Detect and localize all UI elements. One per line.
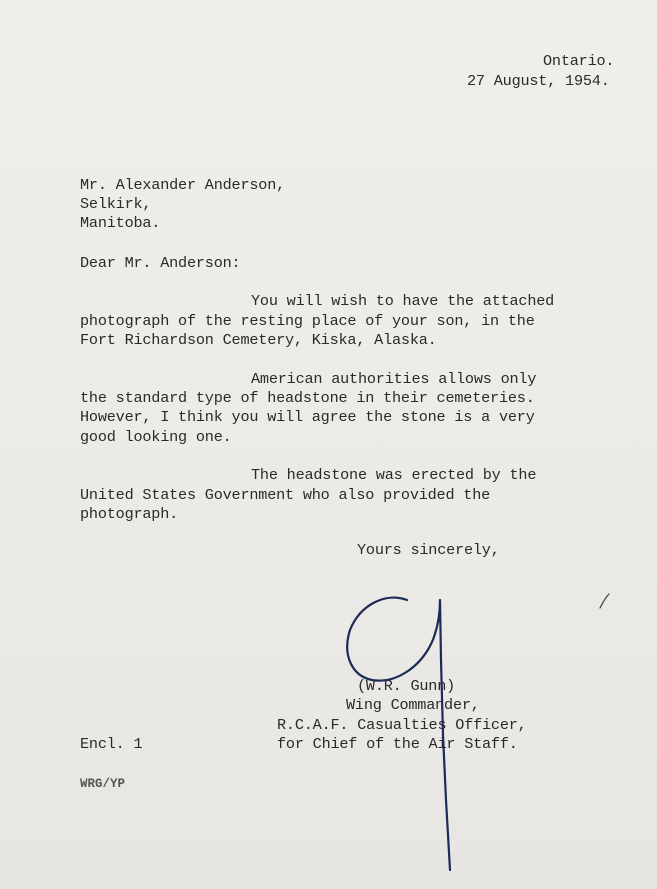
signatory-rank: Wing Commander,	[346, 696, 480, 714]
closing: Yours sincerely,	[357, 541, 500, 559]
paragraph-2-line-3: However, I think you will agree the stone is a very	[80, 408, 535, 426]
recipient-name: Mr. Alexander Anderson,	[80, 176, 286, 194]
recipient-province: Manitoba.	[80, 214, 161, 232]
signatory-title: R.C.A.F. Casualties Officer,	[277, 716, 527, 734]
place-line: Ontario.	[543, 52, 615, 70]
paragraph-2-line-1: American authorities allows only	[251, 370, 537, 388]
enclosure-note: Encl. 1	[80, 735, 143, 753]
paragraph-3-line-2: United States Government who also provided the	[80, 486, 491, 504]
salutation: Dear Mr. Anderson:	[80, 254, 241, 272]
paragraph-1-line-3: Fort Richardson Cemetery, Kiska, Alaska.	[80, 331, 437, 349]
date-line: 27 August, 1954.	[467, 72, 610, 90]
paragraph-3-line-3: photograph.	[80, 505, 179, 523]
paragraph-2-line-4: good looking one.	[80, 428, 232, 446]
reference-initials: WRG/YP	[80, 777, 126, 791]
paragraph-1-line-1: You will wish to have the attached	[251, 292, 555, 310]
signatory-name: (W.R. Gunn)	[357, 677, 456, 695]
signatory-office: for Chief of the Air Staff.	[277, 735, 518, 753]
recipient-town: Selkirk,	[80, 195, 152, 213]
paragraph-3-line-1: The headstone was erected by the	[251, 466, 537, 484]
paragraph-1-line-2: photograph of the resting place of your son, in the	[80, 312, 535, 330]
paragraph-2-line-2: the standard type of headstone in their cemeteries.	[80, 389, 535, 407]
